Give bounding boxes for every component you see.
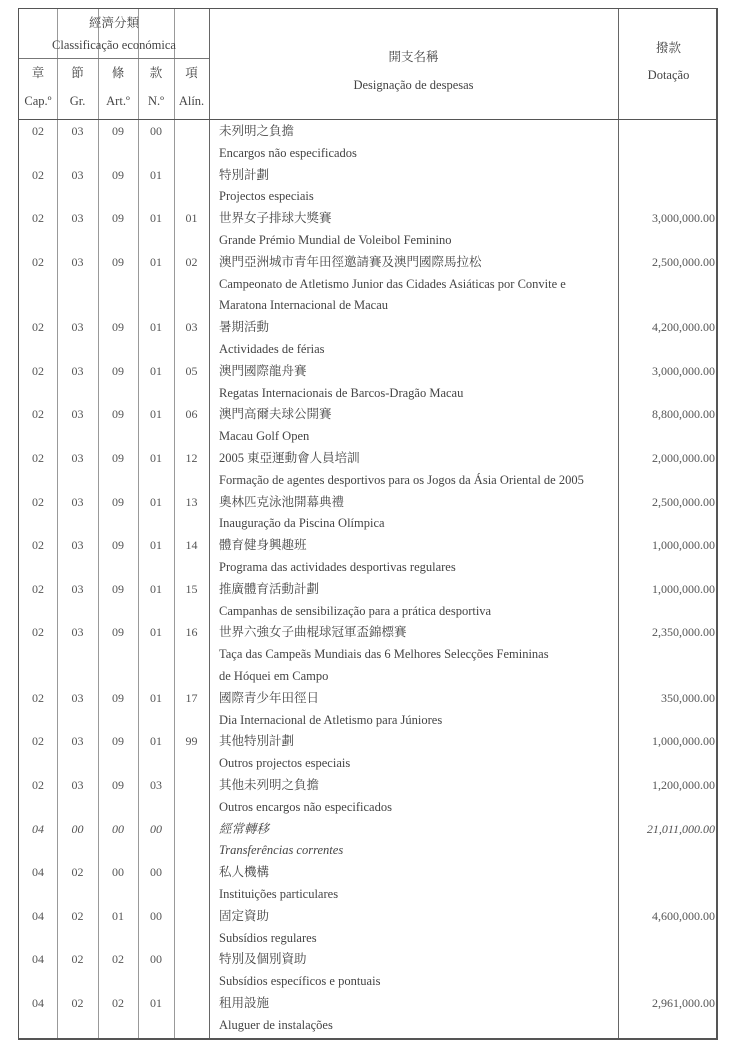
code-n: 00 <box>150 821 162 836</box>
code-gr: 03 <box>71 581 84 596</box>
code-gr: 03 <box>71 625 84 640</box>
column-divider <box>618 9 619 1038</box>
code-art: 02 <box>112 952 124 967</box>
code-n: 01 <box>150 451 162 465</box>
designation-zh: 澳門高爾夫球公開賽 <box>219 407 332 422</box>
column-divider <box>57 9 58 1038</box>
code-n: 00 <box>150 124 162 138</box>
code-gr: 00 <box>71 821 84 836</box>
code-cap: 02 <box>32 211 44 226</box>
col-art-zh: 條 <box>111 66 125 80</box>
code-art: 09 <box>112 451 124 465</box>
amount-value: 1,000,000.00 <box>652 581 715 596</box>
code-n: 00 <box>150 952 162 967</box>
designation-pt: Subsídios específicos e pontuais <box>219 974 381 989</box>
designation-pt: Subsídios regulares <box>219 930 317 945</box>
code-cap: 02 <box>32 625 44 640</box>
budget-table <box>18 8 718 1040</box>
designation-zh: 體育健身興趣班 <box>219 538 307 553</box>
amount-value: 3,000,000.00 <box>652 363 715 378</box>
designation-zh: 2005 東亞運動會人員培訓 <box>219 451 360 465</box>
designation-pt: Instituições particulares <box>219 887 339 901</box>
designation-pt: Inauguração da Piscina Olímpica <box>219 516 385 531</box>
code-art: 09 <box>112 690 124 705</box>
code-gr: 03 <box>71 211 84 226</box>
header-divider <box>19 58 209 59</box>
code-cap: 02 <box>32 494 44 509</box>
designation-zh: 世界六強女子曲棍球冠軍盃錦標賽 <box>219 625 407 640</box>
amount-value: 2,500,000.00 <box>652 494 715 509</box>
designation-pt: de Hóquei em Campo <box>219 669 329 683</box>
code-art: 09 <box>112 538 124 553</box>
col-n-zh: 款 <box>149 66 163 80</box>
designation-pt: Dia Internacional de Atletismo para Júniores <box>219 712 443 727</box>
designation-pt: Regatas Internacionais de Barcos-Dragão Macau <box>219 385 464 400</box>
code-gr: 03 <box>71 124 84 138</box>
designation-pt: Outros encargos não especificados <box>219 799 392 814</box>
designation-zh: 租用設施 <box>219 996 270 1010</box>
code-art: 02 <box>112 996 124 1010</box>
code-gr: 02 <box>71 865 84 880</box>
col-gr-pt: Gr. <box>69 94 86 108</box>
code-gr: 02 <box>71 996 84 1010</box>
designation-zh: 固定資助 <box>219 908 270 923</box>
code-alin: 12 <box>185 451 198 465</box>
designation-zh: 其他特別計劃 <box>219 734 295 749</box>
code-gr: 03 <box>71 320 84 335</box>
amount-header-zh: 撥款 <box>655 41 681 55</box>
designation-pt: Grande Prémio Mundial de Voleibol Feminino <box>219 233 452 247</box>
amount-value: 1,200,000.00 <box>652 778 715 792</box>
code-alin: 16 <box>185 625 198 640</box>
code-n: 03 <box>150 778 162 792</box>
amount-value: 1,000,000.00 <box>652 538 715 553</box>
code-gr: 03 <box>71 734 84 749</box>
col-n-pt: N.º <box>147 94 165 108</box>
designation-pt: Encargos não especificados <box>219 145 357 160</box>
code-art: 00 <box>112 821 124 836</box>
code-cap: 04 <box>32 908 44 923</box>
amount-value: 2,350,000.00 <box>652 625 715 640</box>
code-alin: 03 <box>185 320 198 335</box>
amount-value: 2,500,000.00 <box>652 254 715 269</box>
designation-pt: Programa das actividades desportivas regulares <box>219 560 456 574</box>
code-n: 01 <box>150 494 162 509</box>
code-alin: 02 <box>185 254 198 269</box>
designation-zh: 世界女子排球大獎賽 <box>219 211 332 226</box>
code-art: 09 <box>112 363 124 378</box>
code-cap: 02 <box>32 167 44 182</box>
col-alin-zh: 項 <box>185 66 198 80</box>
column-divider <box>138 9 139 1038</box>
designation-pt: Projectos especiais <box>219 189 314 204</box>
code-n: 00 <box>150 908 162 923</box>
column-divider <box>174 9 175 1038</box>
code-cap: 02 <box>32 320 44 335</box>
code-art: 09 <box>112 320 124 335</box>
code-cap: 02 <box>32 254 44 269</box>
code-alin: 99 <box>185 734 198 749</box>
code-gr: 03 <box>71 538 84 553</box>
code-alin: 05 <box>185 363 198 378</box>
code-cap: 04 <box>32 821 44 836</box>
col-cap-pt: Cap.º <box>24 94 52 108</box>
code-alin: 01 <box>185 211 198 226</box>
code-gr: 03 <box>71 167 84 182</box>
designation-zh: 奧林匹克泳池開幕典禮 <box>219 494 345 509</box>
code-art: 09 <box>112 734 124 749</box>
code-n: 01 <box>150 363 162 378</box>
code-n: 01 <box>150 254 162 269</box>
amount-value: 8,800,000.00 <box>652 407 715 422</box>
designation-pt: Macau Golf Open <box>219 429 310 444</box>
col-art-pt: Art.º <box>106 94 130 108</box>
code-n: 01 <box>150 996 162 1010</box>
code-cap: 02 <box>32 581 44 596</box>
designation-zh: 國際青少年田徑日 <box>219 690 320 705</box>
designation-zh: 未列明之負擔 <box>219 124 295 138</box>
code-n: 01 <box>150 625 162 640</box>
designation-zh: 特別及個別資助 <box>219 952 307 967</box>
code-gr: 02 <box>71 952 84 967</box>
designation-zh: 經常轉移 <box>219 821 270 836</box>
code-art: 09 <box>112 581 124 596</box>
code-n: 01 <box>150 581 162 596</box>
code-gr: 03 <box>71 254 84 269</box>
code-cap: 04 <box>32 865 44 880</box>
designation-pt: Campeonato de Atletismo Junior das Cidades Asiáticas por Convite e <box>219 276 566 291</box>
designation-zh: 私人機構 <box>219 865 270 880</box>
designation-pt: Formação de agentes desportivos para os Jogos da Ásia Oriental de 2005 <box>219 472 584 487</box>
code-cap: 02 <box>32 538 44 553</box>
designation-zh: 推廣體育活動計劃 <box>219 581 320 596</box>
code-alin: 06 <box>185 407 198 422</box>
code-n: 01 <box>150 734 162 749</box>
code-alin: 13 <box>185 494 198 509</box>
amount-value: 21,011,000.00 <box>646 821 715 836</box>
designation-pt: Maratona Internacional de Macau <box>219 298 389 313</box>
code-n: 01 <box>150 211 162 226</box>
designation-header-zh: 開支名稱 <box>388 50 439 64</box>
amount-value: 350,000.00 <box>661 690 715 705</box>
amount-value: 3,000,000.00 <box>652 211 715 226</box>
designation-zh: 其他未列明之負擔 <box>219 778 320 792</box>
designation-header-pt: Designação de despesas <box>353 78 474 92</box>
code-n: 01 <box>150 538 162 553</box>
code-n: 01 <box>150 320 162 335</box>
code-cap: 02 <box>32 690 44 705</box>
code-cap: 02 <box>32 363 44 378</box>
amount-value: 2,000,000.00 <box>652 451 715 465</box>
designation-pt: Campanhas de sensibilização para a prática desportiva <box>219 603 492 618</box>
designation-pt: Taça das Campeãs Mundiais das 6 Melhores Selecções Femininas <box>219 647 549 662</box>
code-cap: 02 <box>32 451 44 465</box>
code-art: 09 <box>112 778 124 792</box>
code-n: 01 <box>150 690 162 705</box>
designation-zh: 暑期活動 <box>219 320 270 335</box>
code-n: 01 <box>150 407 162 422</box>
code-alin: 14 <box>185 538 198 553</box>
code-art: 09 <box>112 625 124 640</box>
code-gr: 02 <box>71 908 84 923</box>
classification-title-pt: Classificação económica <box>52 38 176 52</box>
amount-value: 2,961,000.00 <box>652 996 715 1010</box>
code-cap: 02 <box>32 734 44 749</box>
code-art: 00 <box>112 865 124 880</box>
code-cap: 02 <box>32 778 44 792</box>
code-art: 09 <box>112 254 124 269</box>
amount-value: 4,600,000.00 <box>652 908 715 923</box>
code-alin: 17 <box>185 690 198 705</box>
designation-zh: 澳門亞洲城市青年田徑邀請賽及澳門國際馬拉松 <box>219 254 482 269</box>
code-art: 09 <box>112 124 124 138</box>
code-cap: 04 <box>32 996 44 1010</box>
designation-pt: Outros projectos especiais <box>219 756 351 771</box>
code-alin: 15 <box>185 581 198 596</box>
code-n: 00 <box>150 865 162 880</box>
designation-pt: Transferências correntes <box>219 843 344 858</box>
col-cap-zh: 章 <box>31 66 45 80</box>
classification-title-zh: 經濟分類 <box>88 16 139 30</box>
col-alin-pt: Alín. <box>178 94 205 108</box>
column-divider <box>209 9 210 1038</box>
code-gr: 03 <box>71 690 84 705</box>
code-cap: 02 <box>32 124 44 138</box>
code-cap: 02 <box>32 407 44 422</box>
amount-value: 4,200,000.00 <box>652 320 715 335</box>
code-art: 09 <box>112 494 124 509</box>
code-art: 09 <box>112 407 124 422</box>
col-gr-zh: 節 <box>71 66 84 80</box>
designation-zh: 特別計劃 <box>219 167 270 182</box>
designation-zh: 澳門國際龍舟賽 <box>219 363 307 378</box>
code-gr: 03 <box>71 778 84 792</box>
code-art: 09 <box>112 167 124 182</box>
code-gr: 03 <box>71 407 84 422</box>
code-gr: 03 <box>71 363 84 378</box>
designation-pt: Aluguer de instalações <box>219 1017 333 1032</box>
code-cap: 04 <box>32 952 44 967</box>
code-art: 09 <box>112 211 124 226</box>
amount-value: 1,000,000.00 <box>652 734 715 749</box>
amount-header-pt: Dotação <box>647 68 690 82</box>
code-gr: 03 <box>71 451 84 465</box>
code-gr: 03 <box>71 494 84 509</box>
code-n: 01 <box>150 167 162 182</box>
column-divider <box>98 9 99 1038</box>
code-art: 01 <box>112 908 124 923</box>
designation-pt: Actividades de férias <box>219 342 325 356</box>
header-bottom-line <box>19 119 716 120</box>
